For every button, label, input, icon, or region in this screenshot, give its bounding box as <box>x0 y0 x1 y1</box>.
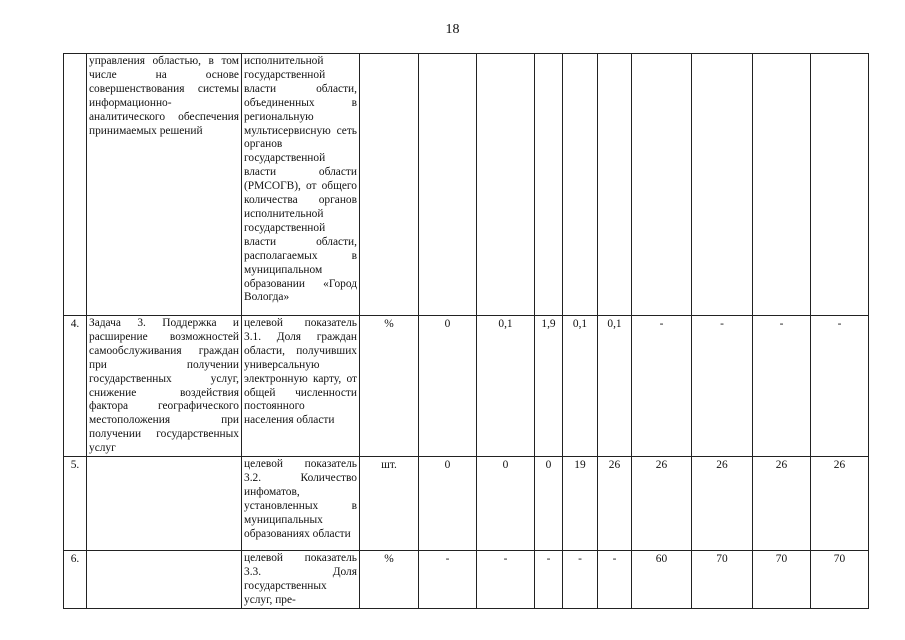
value-cell: 26 <box>598 457 632 551</box>
value-cell <box>598 54 632 316</box>
row-number: 4. <box>64 316 87 457</box>
value-cell: - <box>692 316 753 457</box>
table-row <box>64 551 869 609</box>
value-cell: 0,1 <box>563 316 598 457</box>
task-cell: Задача 3. Поддержка и расширение возможностей самообслуживания граждан при получении государственных услуг, снижение воздействия фактора географического местоположения при получении государственных услуг <box>87 316 242 457</box>
value-cell: - <box>811 316 869 457</box>
table-row <box>64 316 869 457</box>
row-number: 5. <box>64 457 87 551</box>
value-cell: 0 <box>419 316 477 457</box>
unit-cell: шт. <box>360 457 419 551</box>
value-cell: - <box>419 551 477 609</box>
value-cell: 0,1 <box>477 316 535 457</box>
indicator-cell: целевой показатель 3.3. Доля государственных услуг, пре- <box>242 551 360 609</box>
value-cell: 60 <box>632 551 692 609</box>
unit-cell: % <box>360 551 419 609</box>
value-cell: 0 <box>535 457 563 551</box>
table-row <box>64 54 869 316</box>
value-cell: - <box>632 316 692 457</box>
value-cell <box>535 54 563 316</box>
value-cell: 26 <box>692 457 753 551</box>
table-row <box>64 457 869 551</box>
value-cell: 26 <box>632 457 692 551</box>
value-cell: 26 <box>753 457 811 551</box>
indicators-table <box>63 53 869 609</box>
unit-cell: % <box>360 316 419 457</box>
value-cell: 0,1 <box>598 316 632 457</box>
value-cell: 19 <box>563 457 598 551</box>
page-number: 18 <box>445 22 460 37</box>
value-cell: 0 <box>477 457 535 551</box>
value-cell: 26 <box>811 457 869 551</box>
value-cell: 1,9 <box>535 316 563 457</box>
value-cell: - <box>477 551 535 609</box>
value-cell: - <box>563 551 598 609</box>
task-cell <box>87 457 242 551</box>
value-cell <box>632 54 692 316</box>
unit-cell <box>360 54 419 316</box>
value-cell <box>811 54 869 316</box>
indicator-cell: целевой показатель 3.1. Доля граждан области, получивших универсальную электронную карту, от общей численности постоянного населения области <box>242 316 360 457</box>
value-cell <box>692 54 753 316</box>
indicator-cell: целевой показатель 3.2. Количество инфоматов, установленных в муниципальных образованиях области <box>242 457 360 551</box>
value-cell: - <box>598 551 632 609</box>
value-cell: - <box>753 316 811 457</box>
value-cell <box>419 54 477 316</box>
value-cell: 70 <box>692 551 753 609</box>
task-cell: управления областью, в том числе на основе совершенствования системы информационно-аналитического обеспечения принимаемых решений <box>87 54 242 316</box>
row-number <box>64 54 87 316</box>
value-cell <box>563 54 598 316</box>
value-cell <box>753 54 811 316</box>
value-cell: 0 <box>419 457 477 551</box>
task-cell <box>87 551 242 609</box>
indicator-cell: исполнительной государственной власти области, объединенных в региональную мультисервисную сеть органов государственной власти области (РМСОГВ), от общего количества органов исполнительной государственной власти области, располагаемых в муниципальном образовании «Город Вологда» <box>242 54 360 316</box>
value-cell: 70 <box>753 551 811 609</box>
row-number: 6. <box>64 551 87 609</box>
value-cell: 70 <box>811 551 869 609</box>
value-cell: - <box>535 551 563 609</box>
value-cell <box>477 54 535 316</box>
